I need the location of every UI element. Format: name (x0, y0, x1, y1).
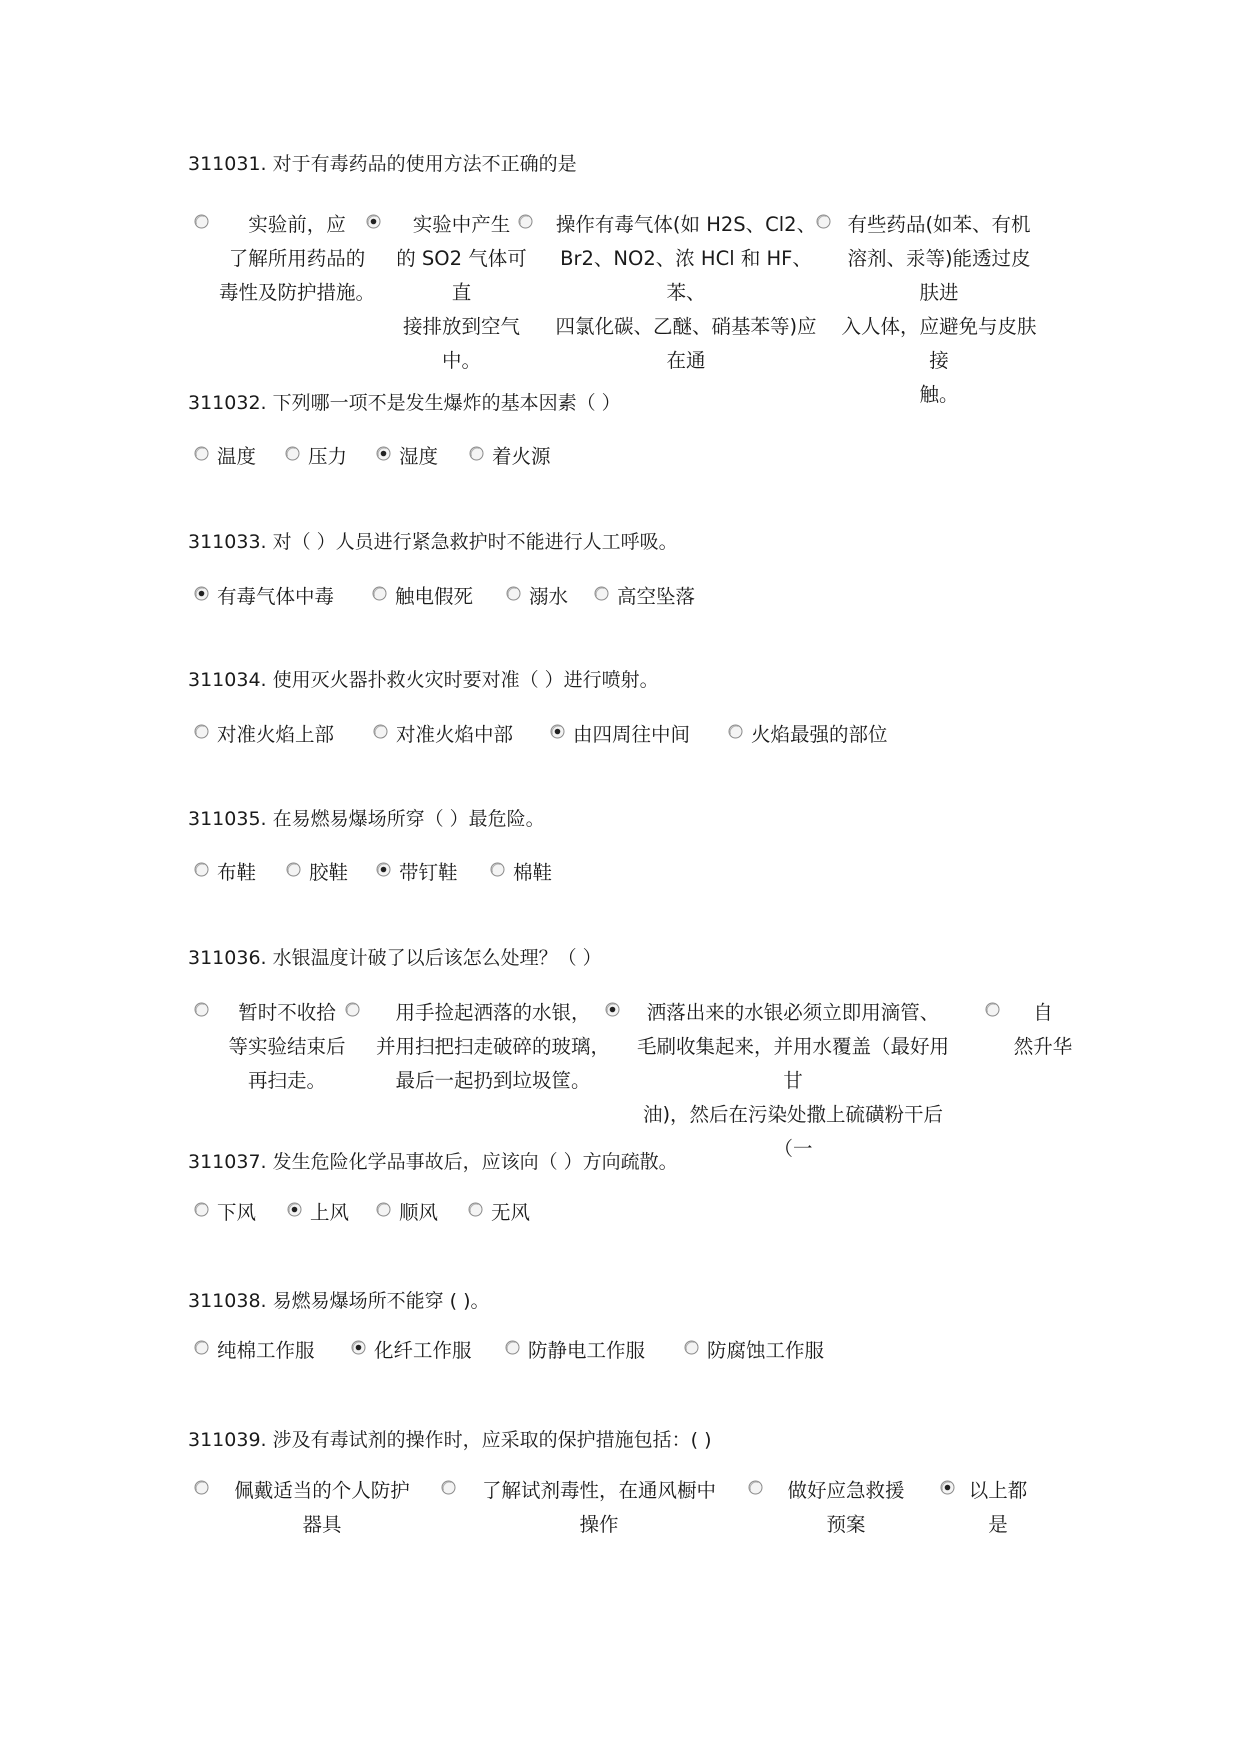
option-text-line: 棉鞋 (513, 861, 553, 884)
radio-unselected-icon[interactable] (468, 1202, 483, 1217)
answer-option[interactable] (505, 1334, 645, 1368)
option-text-line: 化纤工作服 (374, 1339, 472, 1362)
option-text-line: 对准火焰上部 (217, 723, 335, 746)
option-text (217, 440, 256, 474)
option-text (513, 856, 552, 890)
answer-option[interactable] (506, 580, 568, 614)
option-text (217, 580, 334, 614)
answer-option[interactable] (605, 996, 958, 1166)
option-text-line: 佩戴适当的个人防护 (234, 1479, 410, 1502)
radio-selected-icon[interactable] (194, 586, 209, 601)
option-text-line: 压力 (308, 445, 348, 468)
radio-selected-icon[interactable] (287, 1202, 302, 1217)
option-text (771, 1474, 921, 1542)
option-text-line: 洒落出来的水银必须立即用滴管、 (646, 1001, 940, 1024)
radio-unselected-icon[interactable] (194, 1202, 209, 1217)
answer-option[interactable] (286, 856, 348, 890)
option-text-line: 是 (988, 1513, 1008, 1536)
answer-option[interactable] (194, 1196, 256, 1230)
option-text-line: 防腐蚀工作服 (707, 1339, 825, 1362)
option-text-line: 了解所用药品的 (228, 247, 366, 270)
answer-option[interactable] (373, 718, 513, 752)
radio-unselected-icon[interactable] (373, 724, 388, 739)
option-text-line: 暂时不收拾 (238, 1001, 336, 1024)
question-title: 311033. 对（ ）人员进行紧急救护时不能进行人工呼吸。 (188, 531, 678, 553)
option-text-line: 并用扫把扫走破碎的玻璃， (375, 1035, 610, 1058)
question-title: 311037. 发生危险化学品事故后，应该向（ ）方向疏散。 (188, 1151, 678, 1173)
radio-unselected-icon[interactable] (748, 1480, 763, 1495)
answer-option[interactable] (194, 856, 256, 890)
radio-selected-icon[interactable] (550, 724, 565, 739)
radio-selected-icon[interactable] (351, 1340, 366, 1355)
option-text (309, 856, 348, 890)
option-text (963, 1474, 1033, 1542)
answer-option[interactable] (285, 440, 347, 474)
option-text-line: 带钉鞋 (399, 861, 458, 884)
radio-unselected-icon[interactable] (985, 1002, 1000, 1017)
option-text-line: 四氯化碳、乙醚、硝基苯等)应 (555, 315, 817, 338)
option-text (217, 996, 357, 1098)
radio-selected-icon[interactable] (376, 862, 391, 877)
option-text-line: 入人体，应避免与皮肤接 (841, 315, 1037, 372)
answer-option[interactable] (194, 440, 256, 474)
option-text (573, 718, 690, 752)
question-title: 311035. 在易燃易爆场所穿（ ）最危险。 (188, 808, 545, 830)
option-text-line: 等实验结束后 (228, 1035, 346, 1058)
answer-option[interactable] (366, 208, 534, 378)
option-text-line: 上风 (310, 1201, 350, 1224)
option-text (464, 1474, 734, 1542)
radio-unselected-icon[interactable] (490, 862, 505, 877)
option-text-line: 对准火焰中部 (396, 723, 514, 746)
option-text (217, 856, 256, 890)
radio-unselected-icon[interactable] (194, 1480, 209, 1495)
radio-unselected-icon[interactable] (441, 1480, 456, 1495)
option-text-line: 有毒气体中毒 (217, 585, 335, 608)
answer-option[interactable] (940, 1474, 1033, 1542)
option-text (308, 440, 347, 474)
option-text (839, 208, 1039, 412)
answer-option[interactable] (469, 440, 551, 474)
radio-unselected-icon[interactable] (194, 446, 209, 461)
option-text-line: 然升华 (1013, 1035, 1073, 1058)
radio-unselected-icon[interactable] (376, 1202, 391, 1217)
option-text (399, 1196, 438, 1230)
option-text (628, 996, 958, 1166)
option-text-line: 毒性及防护措施。 (218, 281, 375, 304)
answer-option[interactable] (684, 1334, 824, 1368)
option-text-line: Br2、NO2、浓 HCl 和 HF、苯、 (560, 247, 812, 304)
answer-option[interactable] (194, 208, 377, 310)
option-text-line: 湿度 (399, 445, 439, 468)
answer-option[interactable] (490, 856, 552, 890)
option-text-line: 溶剂、汞等)能透过皮肤进 (847, 247, 1031, 304)
option-text (217, 208, 377, 310)
radio-unselected-icon[interactable] (506, 586, 521, 601)
radio-unselected-icon[interactable] (194, 724, 209, 739)
radio-unselected-icon[interactable] (816, 214, 831, 229)
option-text (389, 208, 534, 378)
option-text (217, 1334, 315, 1368)
answer-option[interactable] (985, 996, 1078, 1064)
option-text-line: 毛刷收集起来，并用水覆盖（最好用甘 (636, 1035, 949, 1092)
option-text-line: 溺水 (529, 585, 569, 608)
answer-option[interactable] (372, 580, 473, 614)
question-title: 311032. 下列哪一项不是发生爆炸的基本因素（ ） (188, 392, 621, 414)
option-text (399, 856, 458, 890)
option-text-line: 用手捡起洒落的水银， (395, 1001, 591, 1024)
radio-unselected-icon[interactable] (285, 446, 300, 461)
option-text-line: 有些药品(如苯、有机 (847, 213, 1031, 236)
radio-unselected-icon[interactable] (505, 1340, 520, 1355)
answer-option[interactable] (441, 1474, 734, 1542)
answer-option[interactable] (816, 208, 1039, 412)
option-text-line: 自 (1033, 1001, 1053, 1024)
option-text-line: 防静电工作服 (528, 1339, 646, 1362)
answer-option[interactable] (728, 718, 888, 752)
option-text-line: 的 SO2 气体可直 (396, 247, 527, 304)
radio-unselected-icon[interactable] (286, 862, 301, 877)
answer-option[interactable] (194, 1334, 315, 1368)
option-text-line: 油)，然后在污染处撒上硫磺粉干后（一 (642, 1103, 944, 1160)
option-text-line: 由四周往中间 (573, 723, 691, 746)
answer-option[interactable] (194, 1474, 427, 1542)
radio-unselected-icon[interactable] (728, 724, 743, 739)
option-text-line: 实验中产生 (412, 213, 511, 236)
answer-option[interactable] (594, 580, 695, 614)
option-text (528, 1334, 645, 1368)
option-text (217, 718, 334, 752)
option-text (707, 1334, 824, 1368)
radio-selected-icon[interactable] (605, 1002, 620, 1017)
option-text (310, 1196, 349, 1230)
answer-option[interactable] (376, 440, 438, 474)
option-text (217, 1196, 256, 1230)
option-text-line: 器具 (302, 1513, 342, 1536)
option-text-line: 顺风 (399, 1201, 439, 1224)
answer-option[interactable] (351, 1334, 472, 1368)
option-text (529, 580, 568, 614)
option-text-line: 着火源 (492, 445, 551, 468)
question-title: 311038. 易燃易爆场所不能穿 ( )。 (188, 1290, 490, 1312)
option-text-line: 布鞋 (217, 861, 257, 884)
radio-selected-icon[interactable] (940, 1480, 955, 1495)
question-title: 311039. 涉及有毒试剂的操作时，应采取的保护措施包括：( ) (188, 1429, 712, 1451)
option-text-line: 火焰最强的部位 (751, 723, 888, 746)
option-text-line: 触。 (919, 383, 959, 406)
radio-unselected-icon[interactable] (194, 1002, 209, 1017)
radio-selected-icon[interactable] (366, 214, 381, 229)
option-text (374, 1334, 472, 1368)
question-title: 311034. 使用灭火器扑救火灾时要对准（ ）进行喷射。 (188, 669, 659, 691)
answer-option[interactable] (748, 1474, 921, 1542)
radio-unselected-icon[interactable] (594, 586, 609, 601)
answer-option[interactable] (518, 208, 831, 378)
option-text-line: 最后一起扔到垃圾筐。 (395, 1069, 591, 1092)
answer-option[interactable] (194, 718, 334, 752)
option-text-line: 接排放到空气中。 (402, 315, 520, 372)
option-text-line: 无风 (491, 1201, 531, 1224)
option-text-line: 操作 (579, 1513, 619, 1536)
answer-option[interactable] (345, 996, 618, 1098)
answer-option[interactable] (194, 996, 357, 1098)
option-text (541, 208, 831, 378)
option-text (751, 718, 888, 752)
answer-option[interactable] (468, 1196, 530, 1230)
option-text (368, 996, 618, 1098)
option-text (1008, 996, 1078, 1064)
radio-unselected-icon[interactable] (684, 1340, 699, 1355)
option-text (617, 580, 695, 614)
answer-option[interactable] (194, 580, 334, 614)
option-text-line: 以上都 (968, 1479, 1028, 1502)
option-text-line: 纯棉工作服 (217, 1339, 315, 1362)
option-text-line: 触电假死 (395, 585, 474, 608)
option-text-line: 再扫走。 (247, 1069, 326, 1092)
radio-unselected-icon[interactable] (372, 586, 387, 601)
option-text (399, 440, 438, 474)
option-text-line: 了解试剂毒性，在通风橱中 (481, 1479, 716, 1502)
radio-unselected-icon[interactable] (518, 214, 533, 229)
option-text-line: 胶鞋 (309, 861, 349, 884)
option-text-line: 操作有毒气体(如 H2S、Cl2、 (555, 213, 817, 236)
option-text (395, 580, 473, 614)
radio-selected-icon[interactable] (376, 446, 391, 461)
question-title: 311036. 水银温度计破了以后该怎么处理？（ ） (188, 947, 602, 969)
radio-unselected-icon[interactable] (194, 214, 209, 229)
radio-unselected-icon[interactable] (469, 446, 484, 461)
option-text (217, 1474, 427, 1542)
option-text-line: 温度 (217, 445, 257, 468)
option-text-line: 高空坠落 (617, 585, 696, 608)
option-text-line: 做好应急救援 (787, 1479, 905, 1502)
answer-option[interactable] (550, 718, 690, 752)
option-text (492, 440, 551, 474)
radio-unselected-icon[interactable] (345, 1002, 360, 1017)
radio-unselected-icon[interactable] (194, 862, 209, 877)
answer-option[interactable] (376, 856, 458, 890)
option-text-line: 预案 (826, 1513, 866, 1536)
question-title: 311031. 对于有毒药品的使用方法不正确的是 (188, 153, 577, 175)
option-text (491, 1196, 530, 1230)
answer-option[interactable] (287, 1196, 349, 1230)
option-text (396, 718, 513, 752)
option-text-line: 实验前，应 (248, 213, 346, 236)
option-text-line: 下风 (217, 1201, 257, 1224)
answer-option[interactable] (376, 1196, 438, 1230)
radio-unselected-icon[interactable] (194, 1340, 209, 1355)
option-text-line: 在通 (666, 349, 706, 372)
